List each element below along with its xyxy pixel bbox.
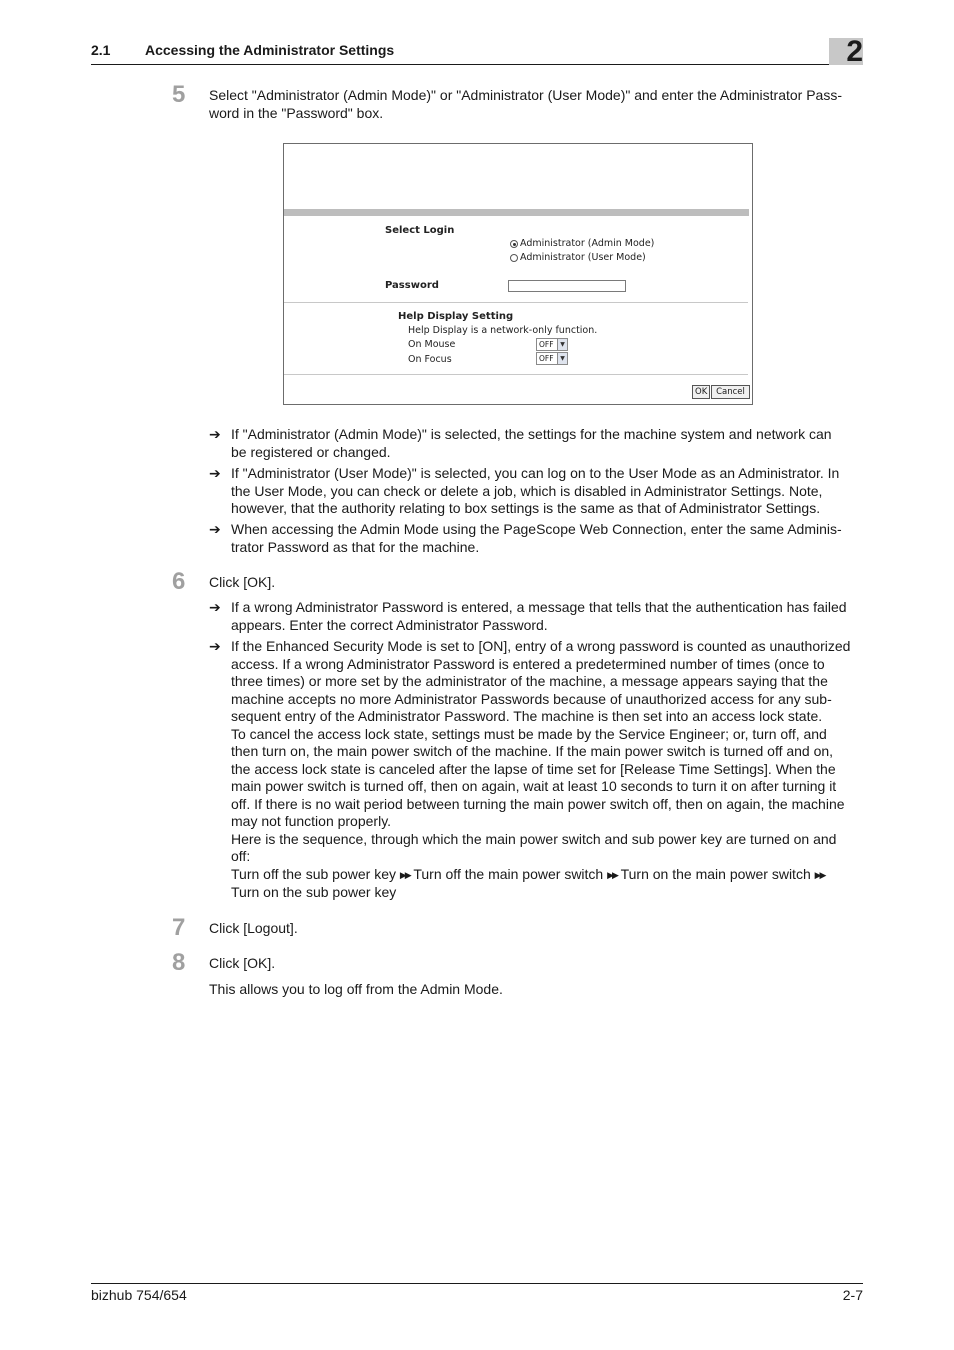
step-number-5: 5 (172, 81, 186, 108)
bullet-line: off: (231, 848, 251, 864)
sequence-step: Turn off the sub power key (231, 865, 396, 882)
step-5-text (209, 87, 863, 122)
help-display-note: Help Display is a network-only function. (408, 325, 598, 336)
step-8-note: This allows you to log off from the Admin Mode. (209, 981, 503, 997)
login-screenshot (283, 143, 753, 405)
bullet-line: then turn on, the main power switch of the machine. If the main power switch is turned off and on, (231, 743, 834, 759)
bullet-line: the User Mode, you can check or delete a job, which is disabled in Administrator Settings. Note, (231, 482, 823, 499)
option-admin-mode-label: Administrator (Admin Mode) (520, 238, 655, 249)
divider (284, 302, 748, 303)
arrow-icon: ➔ (209, 638, 221, 654)
cancel-button[interactable]: Cancel (711, 385, 750, 399)
on-mouse-value: OFF (539, 340, 554, 349)
header-rule (91, 64, 863, 65)
on-mouse-label: On Mouse (408, 339, 456, 350)
bullet-line: If a wrong Administrator Password is entered, a message that tells that the authentication has failed (231, 599, 847, 615)
section-number: 2.1 (91, 42, 111, 58)
bullet-user-mode (209, 465, 863, 518)
on-mouse-select[interactable] (536, 338, 568, 351)
bullet-line: To cancel the access lock state, settings must be made by the Service Engineer; or, turn off, and (231, 725, 827, 742)
step-8-text: Click [OK]. (209, 955, 276, 971)
ok-button[interactable]: OK (692, 385, 710, 399)
step-5-line: Select "Administrator (Admin Mode)" or "Administrator (User Mode)" and enter the Administrator Pass- (209, 87, 842, 103)
on-focus-select[interactable] (536, 352, 568, 365)
bullet-line: If "Administrator (Admin Mode)" is selected, the settings for the machine system and network can (231, 426, 832, 442)
footer-page-number: 2-7 (842, 1287, 863, 1303)
footer-product: bizhub 754/654 (91, 1287, 187, 1303)
password-label: Password (385, 280, 439, 291)
divider (284, 374, 748, 375)
bullet-line: appears. Enter the correct Administrator Password. (231, 616, 548, 633)
bullet-line: be registered or changed. (231, 443, 391, 460)
arrow-icon: ➔ (209, 465, 221, 481)
step-number-7: 7 (172, 914, 186, 941)
password-input[interactable] (508, 280, 626, 292)
bullet-line: machine accepts no more Administrator Passwords because of unauthorized access for any sub- (231, 690, 832, 707)
chapter-number: 2 (846, 35, 863, 68)
power-sequence (231, 866, 863, 885)
section-title: Accessing the Administrator Settings (145, 42, 395, 58)
bullet-enhanced-security (209, 638, 863, 902)
screenshot-header-bar (284, 209, 749, 216)
radio-admin-mode[interactable] (510, 240, 518, 248)
arrow-icon: ➔ (209, 599, 221, 615)
sequence-step: Turn off the main power switch (413, 865, 604, 882)
step-6-text: Click [OK]. (209, 574, 276, 590)
on-focus-label: On Focus (408, 354, 452, 365)
chevron-down-icon: ▼ (557, 353, 567, 364)
bullet-pagescope (209, 521, 863, 556)
bullet-line: access. If a wrong Administrator Password is entered a predetermined number of times (once to (231, 655, 825, 672)
step-number-6: 6 (172, 568, 186, 595)
help-display-title: Help Display Setting (398, 311, 514, 322)
bullet-line: If "Administrator (User Mode)" is selected, you can log on to the User Mode as an Administrator. In (231, 465, 840, 481)
bullet-admin-mode (209, 426, 863, 461)
sequence-step: Turn on the main power switch (620, 865, 811, 882)
bullet-line: When accessing the Admin Mode using the PageScope Web Connection, enter the same Adminis- (231, 521, 842, 537)
bullet-wrong-password (209, 599, 863, 634)
bullet-line: Here is the sequence, through which the main power switch and sub power key are turned on and (231, 830, 837, 847)
bullet-line: may not function properly. (231, 813, 392, 829)
radio-user-mode[interactable] (510, 254, 518, 262)
double-arrow-icon: ▶▶ (814, 869, 825, 880)
bullet-line: three times) or more set by the administrator of the machine, a message appears saying that the (231, 673, 828, 689)
footer-rule (91, 1283, 863, 1284)
select-login-label: Select Login (385, 225, 455, 236)
step-number-8: 8 (172, 949, 186, 976)
on-focus-value: OFF (539, 354, 554, 363)
option-user-mode-label: Administrator (User Mode) (520, 252, 646, 263)
bullet-line: the access lock state is canceled after the lapse of time set for [Release Time Settings]. When the (231, 760, 836, 777)
arrow-icon: ➔ (209, 426, 221, 442)
bullet-line: main power switch is turned off, then on again, wait at least 10 seconds to turn it on after turning it (231, 778, 837, 794)
bullet-line: sequent entry of the Administrator Password. The machine is then set into an access lock state. (231, 708, 823, 724)
bullet-line: trator Password as that for the machine. (231, 538, 480, 555)
bullet-line: off. If there is no wait period between turning the main power switch off, then on again, the machine (231, 795, 845, 812)
double-arrow-icon: ▶▶ (607, 869, 617, 880)
chevron-down-icon: ▼ (557, 339, 567, 350)
bullet-line: however, that the authority relating to box settings is the same as that of Administrator Settings. (231, 500, 821, 516)
arrow-icon: ➔ (209, 521, 221, 537)
step-7-text: Click [Logout]. (209, 920, 298, 936)
double-arrow-icon: ▶▶ (399, 869, 410, 880)
sequence-step: Turn on the sub power key (231, 884, 397, 900)
step-5-line: word in the "Password" box. (209, 104, 384, 121)
bullet-line: If the Enhanced Security Mode is set to [ON], entry of a wrong password is counted as unauthorized (231, 638, 851, 654)
